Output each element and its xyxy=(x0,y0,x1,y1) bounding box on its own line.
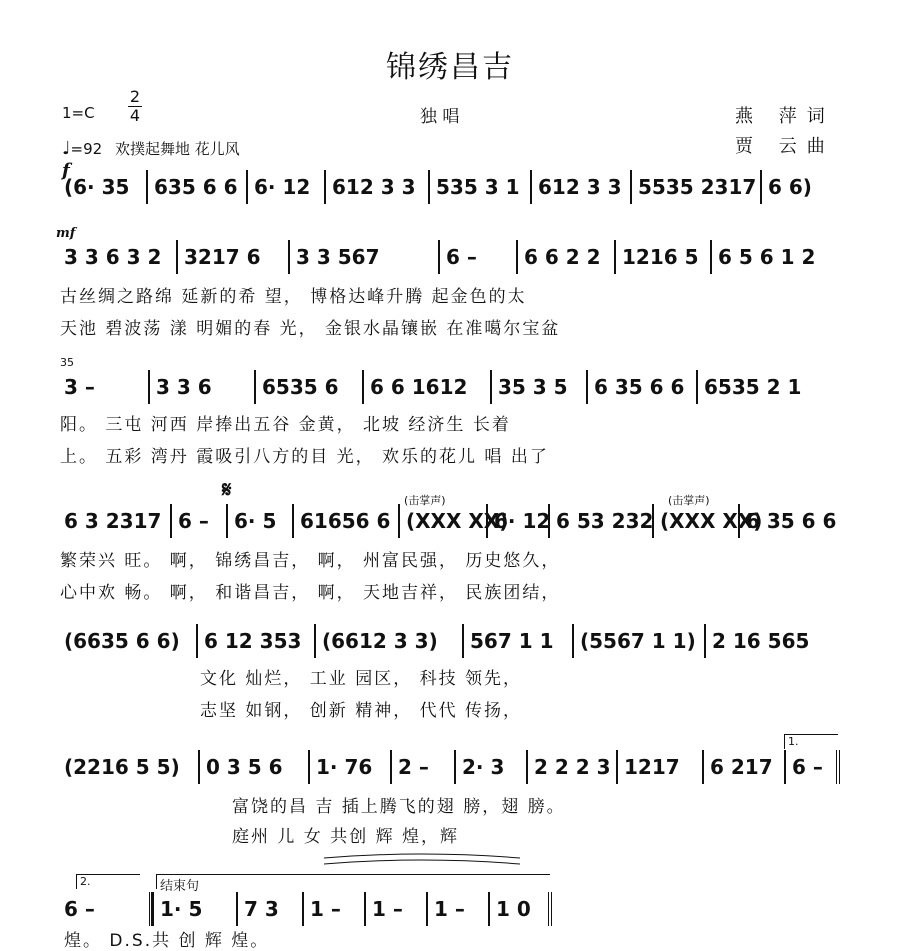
measure: (5567 1 1) xyxy=(572,624,704,658)
measure: 7 3 xyxy=(236,892,302,926)
measure: 3 3 6 xyxy=(148,370,254,404)
second-ending-bracket: 2. xyxy=(76,874,140,889)
tie-line xyxy=(324,854,520,858)
expression-marking: 欢撲起舞地 花儿风 xyxy=(114,140,240,158)
measure: (6635 6 6) xyxy=(64,629,180,653)
measure: (2216 5 5) xyxy=(64,755,180,779)
time-signature xyxy=(128,88,142,125)
lyric-line-verse-1: 古丝绸之路绵 延新的希 望， 博格达峰升腾 起金色的太 xyxy=(60,287,527,307)
staff-system-1 xyxy=(0,170,900,204)
measure: 3217 6 xyxy=(176,240,288,274)
measure: 3 3 6 3 2 xyxy=(64,245,162,269)
measure: 1· 5 xyxy=(152,892,236,926)
measure: 612 3 3 xyxy=(530,170,630,204)
lyric-line-verse-2: 天池 碧波荡 漾 明媚的春 光， 金银水晶镶嵌 在准噶尔宝盆 xyxy=(60,319,561,339)
measure: 567 1 1 xyxy=(462,624,572,658)
key-signature: 1=C xyxy=(62,104,95,122)
measure: 6535 2 1 xyxy=(696,370,826,404)
measure: 2 2 2 3 xyxy=(526,750,616,784)
measure: 2 – xyxy=(390,750,454,784)
lyric-line-verse-2: 心中欢 畅。 啊， 和谐昌吉， 啊， 天地吉祥， 民族团结， xyxy=(60,583,561,603)
measure: 612 3 3 xyxy=(324,170,428,204)
measure: 6 – xyxy=(170,504,226,538)
tempo-marking xyxy=(62,138,240,159)
quarter-note-icon: ♩ xyxy=(62,138,71,159)
lyricist: 燕 萍词 xyxy=(735,106,835,127)
measure: 6 53 232 xyxy=(548,504,652,538)
time-signature-bottom: 4 xyxy=(129,106,141,125)
measure: 6 3 2317 xyxy=(64,509,162,533)
measure: 635 6 6 xyxy=(146,170,246,204)
measure: 35 3 5 xyxy=(490,370,586,404)
staff-system-4 xyxy=(0,504,900,538)
lyric-line-verse-2: 志坚 如钢， 创新 精神， 代代 传扬， xyxy=(200,701,523,721)
measure: 6· 5 xyxy=(226,504,292,538)
measure: 3 3 567 xyxy=(288,240,438,274)
measure: 6 35 6 6 xyxy=(586,370,696,404)
measure: 5535 2317 xyxy=(630,170,760,204)
time-signature-top: 2 xyxy=(129,87,141,106)
measure: 2· 3 xyxy=(454,750,526,784)
rehearsal-number: 35 xyxy=(60,356,74,369)
measure: 6535 6 xyxy=(254,370,362,404)
measure: 6 5 6 1 2 xyxy=(710,240,830,274)
lyric-line-verse-1: 文化 灿烂， 工业 园区， 科技 领先， xyxy=(200,669,523,689)
lyric-line-verse-1: 阳。 三屯 河西 岸捧出五谷 金黄， 北坡 经济生 长着 xyxy=(60,415,511,435)
measure: 1· 76 xyxy=(308,750,390,784)
clap-label: (击掌声) xyxy=(404,494,446,507)
performance-type: 独 唱 xyxy=(420,107,460,127)
staff-system-3 xyxy=(0,370,900,404)
measure: 3 – xyxy=(64,375,95,399)
measure: 1 – xyxy=(364,892,426,926)
measure: (XXX XX) xyxy=(398,504,486,538)
dynamic-mezzo-forte: mf xyxy=(56,226,76,241)
lyric-line-verse-2: 上。 五彩 湾丹 霞吸引八方的目 光， 欢乐的花儿 唱 出了 xyxy=(60,447,549,467)
measure: 535 3 1 xyxy=(428,170,530,204)
segno-sign: 𝄋 xyxy=(222,478,232,503)
measure: 1216 5 xyxy=(614,240,710,274)
composer: 贾 云曲 xyxy=(735,136,835,157)
measure: 61656 6 xyxy=(292,504,398,538)
measure: 1217 xyxy=(616,750,702,784)
tie-line xyxy=(324,860,520,864)
lyric-line-verse-1: 繁荣兴 旺。 啊， 锦绣昌吉， 啊， 州富民强， 历史悠久， xyxy=(60,551,561,571)
measure: (6· 35 xyxy=(64,175,130,199)
ending-section-bracket: 结束句 xyxy=(156,874,550,889)
measure: 2 16 565 xyxy=(704,624,834,658)
measure: (XXX XX) xyxy=(652,504,738,538)
measure: 6· 12 xyxy=(486,504,548,538)
dynamic-forte: f xyxy=(62,160,70,181)
lyric-line-verse-1: 富饶的昌 吉 插上腾飞的翅 膀，翅 膀。 xyxy=(232,797,566,817)
staff-system-5 xyxy=(0,624,900,658)
measure: 6 6) xyxy=(760,170,830,204)
measure: 6 6 2 2 xyxy=(516,240,614,274)
tempo-value: =92 xyxy=(70,140,103,158)
measure: 1 0 xyxy=(488,892,552,926)
measure: 0 3 5 6 xyxy=(198,750,308,784)
measure: 6 – xyxy=(784,750,840,784)
first-ending-bracket: 1. xyxy=(784,734,838,749)
measure: 6 12 353 xyxy=(196,624,314,658)
staff-system-2 xyxy=(0,240,900,274)
measure: 6· 12 xyxy=(246,170,324,204)
page-title: 锦绣昌吉 xyxy=(386,50,514,85)
measure: 1 – xyxy=(426,892,488,926)
measure: 6 – xyxy=(438,240,516,274)
measure: 1 – xyxy=(302,892,364,926)
clap-label: (击掌声) xyxy=(668,494,710,507)
decorative-double-line xyxy=(322,852,522,868)
measure: 6 35 6 6 xyxy=(738,504,834,538)
measure: 6 – xyxy=(58,892,152,926)
lyric-line-ending: 煌。 D.S.共 创 辉 煌。 xyxy=(64,931,270,951)
staff-system-7 xyxy=(0,892,900,926)
lyric-line-verse-2: 庭州 儿 女 共创 辉 煌，辉 xyxy=(232,827,460,847)
measure: (6612 3 3) xyxy=(314,624,462,658)
staff-system-6 xyxy=(0,750,900,784)
measure: 6 6 1612 xyxy=(362,370,490,404)
measure: 6 217 xyxy=(702,750,784,784)
